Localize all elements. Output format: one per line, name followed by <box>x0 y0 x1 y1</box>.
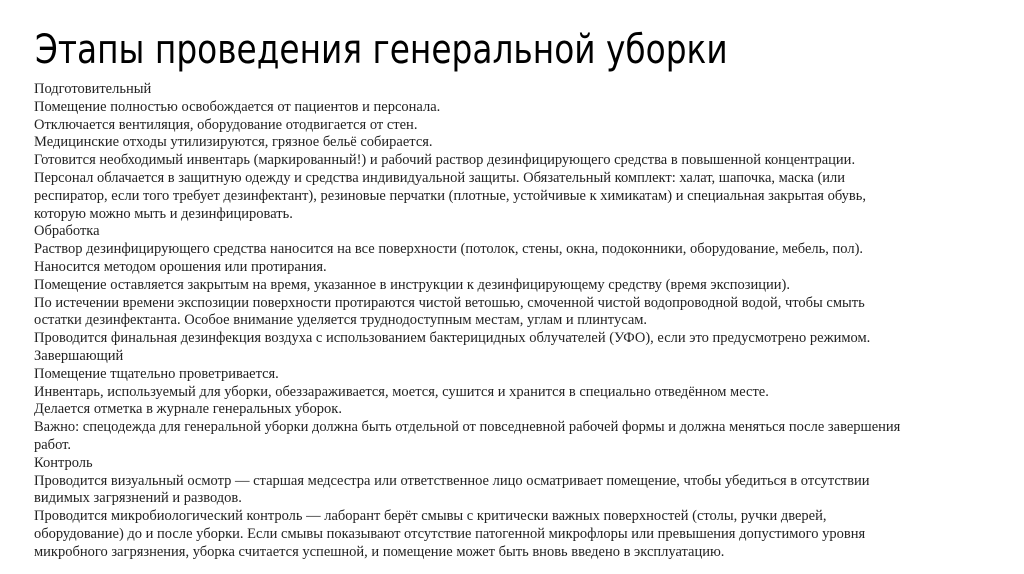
body-line: Готовится необходимый инвентарь (маркированный!) и рабочий раствор дезинфицирующего средства в повышенной концентрации. <box>34 152 856 169</box>
section-heading-control: Контроль <box>34 454 93 471</box>
body-line: Помещение оставляется закрытым на время, указанное в инструкции к дезинфицирующему средству (время экспозиции). <box>34 276 790 293</box>
body-line: Медицинские отходы утилизируются, грязное бельё собирается. <box>34 134 433 151</box>
body-line: Инвентарь, используемый для уборки, обеззараживается, моется, сушится и хранится в специально отведённом месте. <box>34 383 769 400</box>
body-line: Помещение полностью освобождается от пациентов и персонала. <box>34 98 441 115</box>
body-line: Персонал облачается в защитную одежду и средства индивидуальной защиты. Обязательный комплект: халат, шапочка, маска (или респиратор, если того требует дезинфектант), резиновые перчатки (плотные, устойчивые к химикатам) и специальная закрытая обувь, которую можно мыть и дезинфицировать. <box>34 169 866 222</box>
body-line: Проводится микробиологический контроль — лаборант берёт смывы с критически важных поверхностей (столы, ручки дверей, оборудование) до и после уборки. Если смывы показывают отсутствие патогенной микрофлоры или превышения допустимого уровня микробного загрязнения, уборка считается успешной, и помещение может быть вновь введено в эксплуатацию. <box>34 508 866 560</box>
slide-body <box>34 81 914 562</box>
slide-title: Этапы проведения генеральной уборки <box>35 27 728 73</box>
body-line: Проводится визуальный осмотр — старшая медсестра или ответственное лицо осматривает помещение, чтобы убедиться в отсутствии видимых загрязнений и разводов. <box>34 472 870 507</box>
section-heading-treatment: Обработка <box>34 223 100 240</box>
body-line: Делается отметка в журнале генеральных уборок. <box>34 401 342 418</box>
body-line: Раствор дезинфицирующего средства наносится на все поверхности (потолок, стены, окна, подоконники, оборудование, мебель, пол). <box>34 241 864 258</box>
body-line: Наносится методом орошения или протирания. <box>34 258 327 275</box>
section-heading-preparatory: Подготовительный <box>34 81 152 97</box>
body-line: Важно: спецодежда для генеральной уборки должна быть отдельной от повседневной рабочей формы и должна меняться после завершения работ. <box>34 419 901 453</box>
section-heading-final: Завершающий <box>34 347 124 364</box>
body-line: По истечении времени экспозиции поверхности протираются чистой ветошью, смоченной чистой водопроводной водой, чтобы смыть остатки дезинфектанта. Особое внимание уделяется труднодоступным местам, углам и плинтусам. <box>34 294 865 329</box>
body-line: Помещение тщательно проветривается. <box>34 365 279 382</box>
body-line: Проводится финальная дезинфекция воздуха с использованием бактерицидных облучателей (УФО), если это предусмотрено режимом. <box>34 330 871 347</box>
body-line: Отключается вентиляция, оборудование отодвигается от стен. <box>34 116 418 133</box>
